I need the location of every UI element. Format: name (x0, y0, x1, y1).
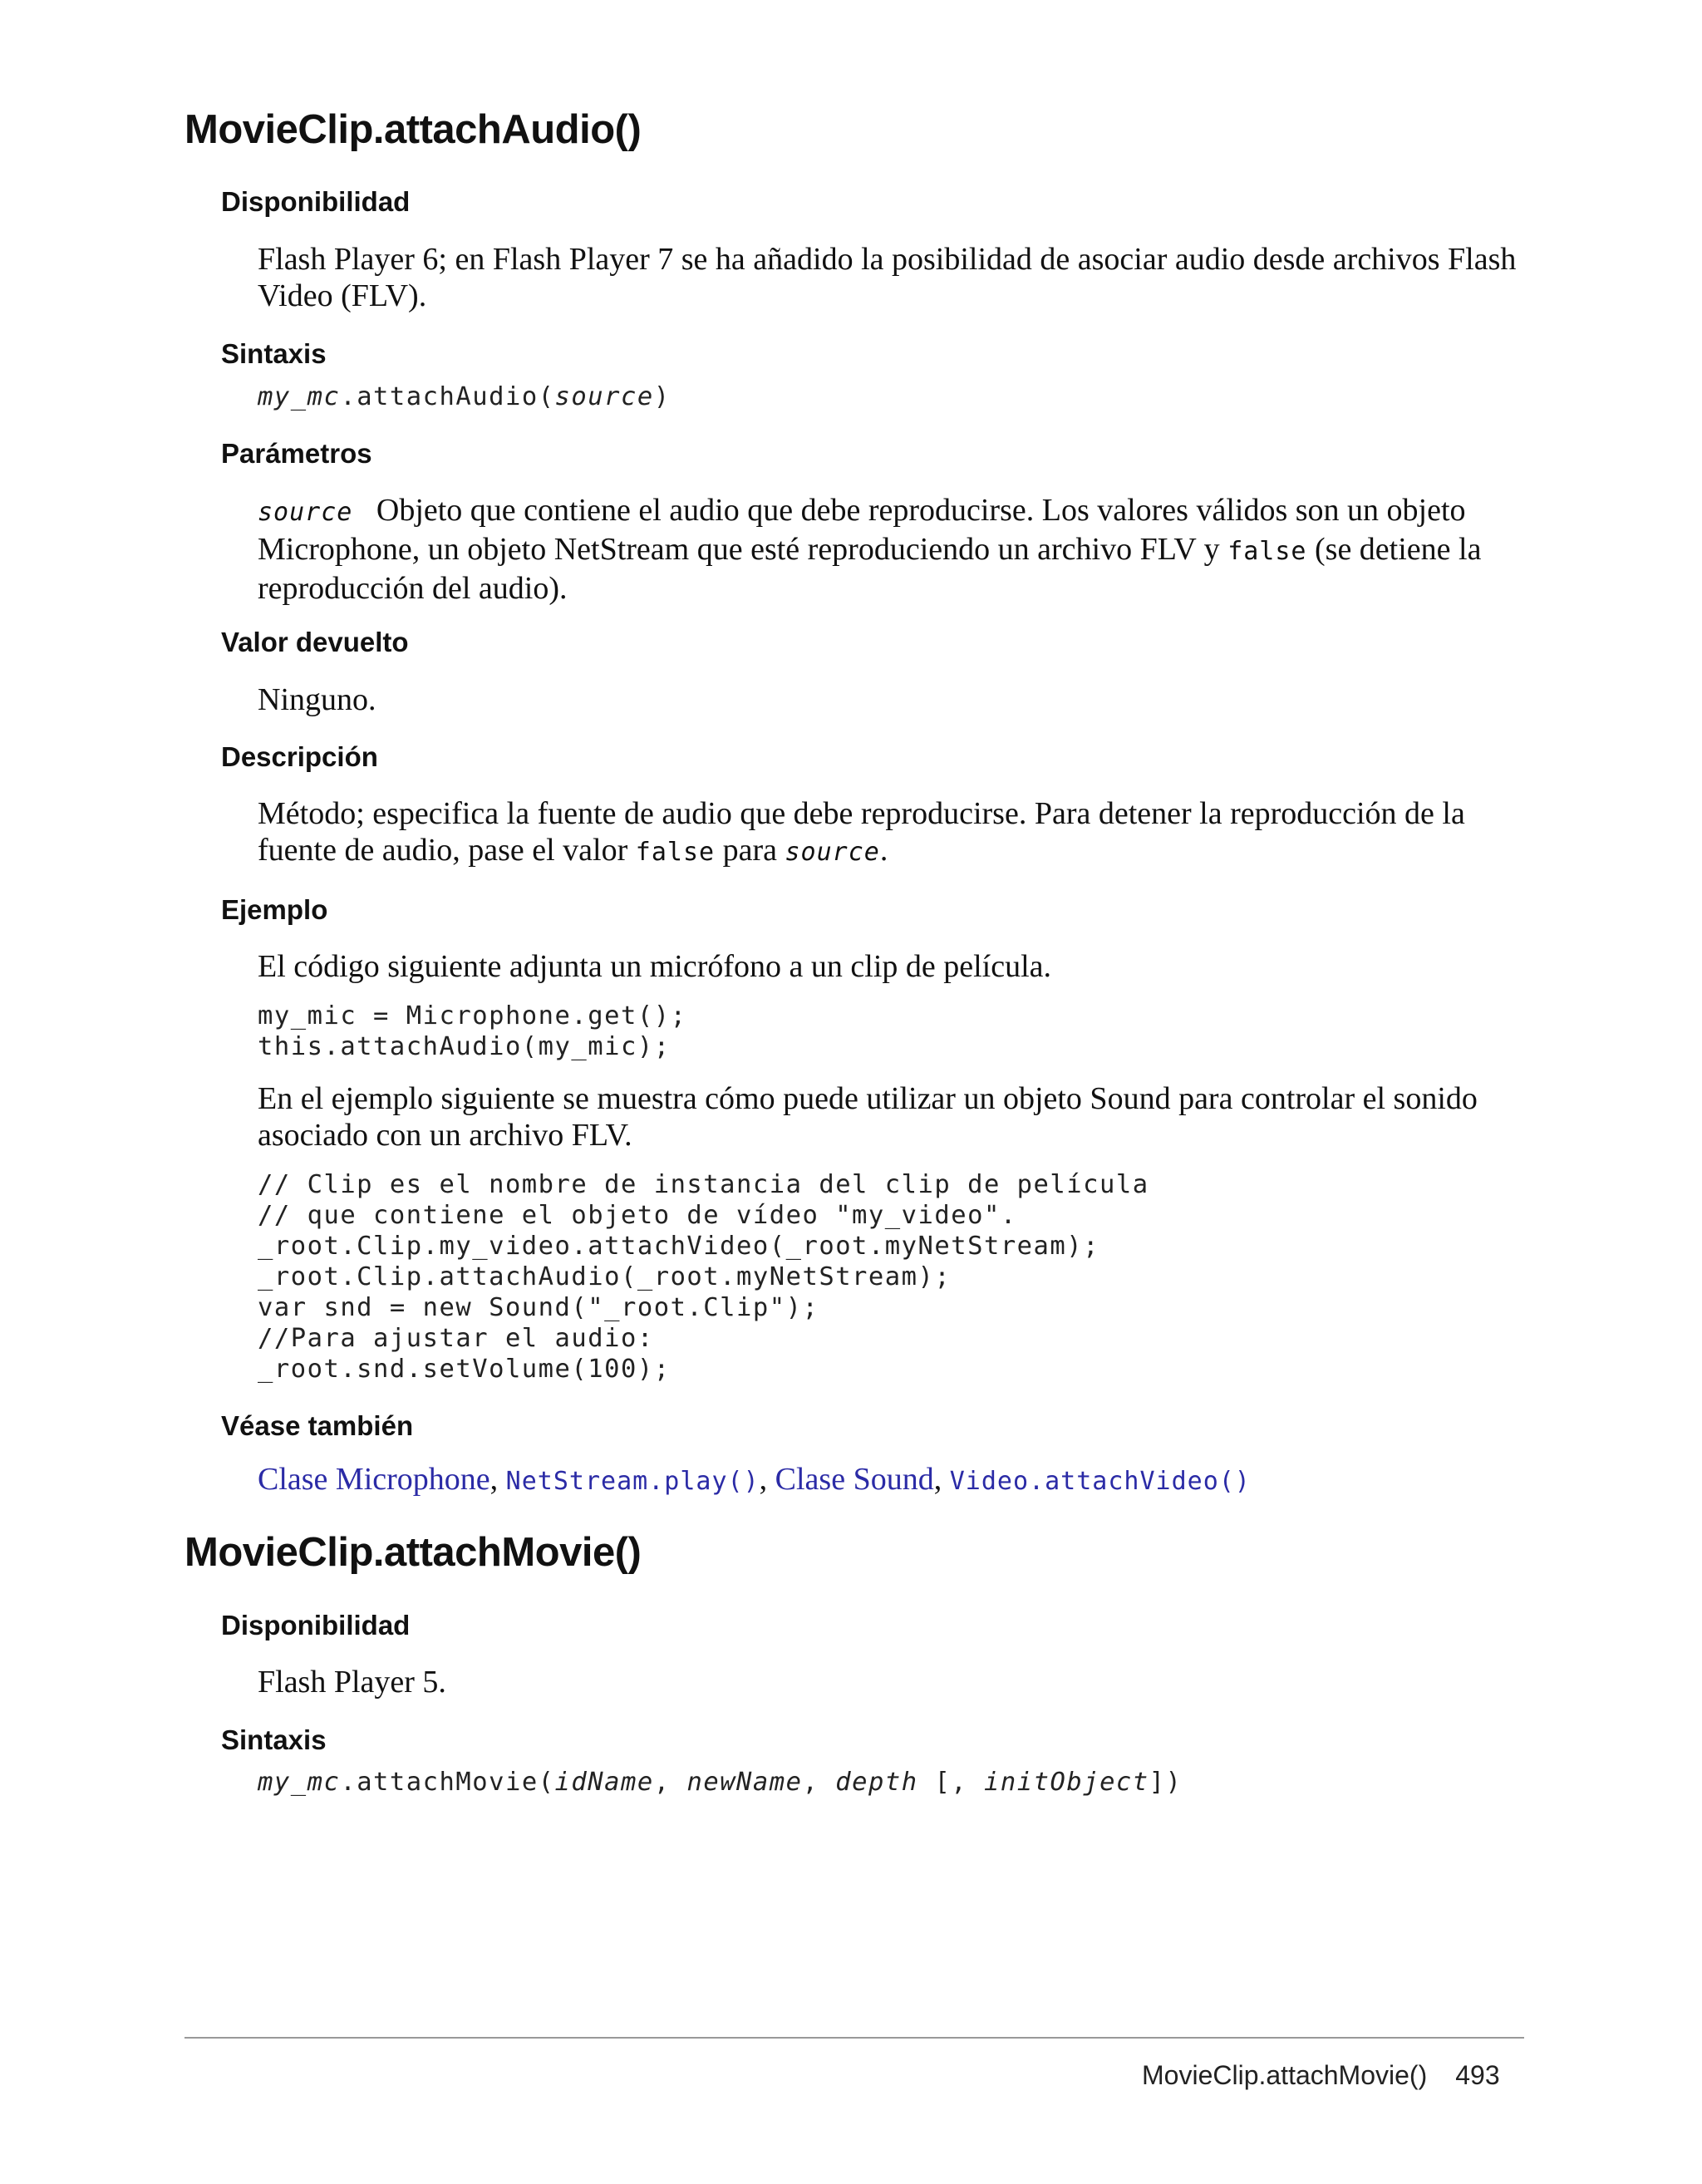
code-line: my_mic = Microphone.get(); (258, 1001, 687, 1031)
code-line: // Clip es el nombre de instancia del clip de película (258, 1170, 1149, 1199)
syntax-method: .attachMovie( (340, 1768, 555, 1797)
link-video-attachvideo[interactable]: Video.attachVideo() (949, 1467, 1251, 1496)
availability-line-2: Video (FLV). (258, 278, 427, 313)
syntax-sep: , (653, 1768, 687, 1797)
page-number: 493 (1455, 2060, 1500, 2090)
see-also-separator: , (489, 1462, 506, 1497)
heading-return-value: Valor devuelto (221, 627, 409, 657)
see-also-separator: , (933, 1462, 950, 1497)
heading-availability-2: Disponibilidad (221, 1610, 411, 1640)
param-false-code: false (1227, 537, 1307, 566)
heading-syntax: Sintaxis (221, 338, 327, 369)
description-line-2a: fuente de audio, pase el valor (258, 833, 636, 868)
syntax-line (258, 381, 671, 412)
param-line-1: Objeto que contiene el audio que debe reproducirse. Los valores válidos son un objeto (376, 493, 1466, 528)
code-line: _root.Clip.attachAudio(_root.myNetStream); (258, 1262, 952, 1291)
example-intro-2 (258, 1080, 1529, 1153)
example-intro-2-line-1: En el ejemplo siguiente se muestra cómo puede utilizar un objeto Sound para controlar el sonido (258, 1081, 1478, 1116)
code-line: // que contiene el objeto de vídeo "my_video". (258, 1201, 1017, 1230)
syntax-param-idname: idName (554, 1768, 654, 1797)
description-line-1: Método; especifica la fuente de audio que debe reproducirse. Para detener la reproducción de la (258, 796, 1465, 831)
heading-parameters: Parámetros (221, 438, 372, 469)
example-intro-2-line-2: asociado con un archivo FLV. (258, 1118, 632, 1153)
param-line-2a: Microphone, un objeto NetStream que esté reproduciendo un archivo FLV y (258, 532, 1228, 567)
link-sound-class[interactable]: Clase Sound (775, 1462, 934, 1497)
heading-example: Ejemplo (221, 894, 328, 925)
syntax-param-newname: newName (686, 1768, 803, 1797)
syntax-close: ) (653, 382, 671, 411)
description-source-code: source (785, 838, 880, 867)
description-line-2c: . (879, 833, 888, 868)
footer-title: MovieClip.attachMovie() (1142, 2060, 1428, 2090)
example-code-block-1 (258, 1001, 686, 1062)
syntax-optional-open: [, (917, 1768, 985, 1797)
syntax-close: ]) (1149, 1768, 1183, 1797)
availability-text-2: Flash Player 5. (258, 1665, 446, 1699)
description-false-code: false (635, 838, 716, 867)
param-line-2b: (se detiene la (1306, 532, 1482, 567)
availability-line-1: Flash Player 6; en Flash Player 7 se ha añadido la posibilidad de asociar audio desde archivos Flash (258, 242, 1517, 277)
description-line-2b: para (715, 833, 785, 868)
section-title-attachaudio: MovieClip.attachAudio() (184, 107, 642, 152)
example-code-block-2 (258, 1169, 1149, 1385)
see-also-links (258, 1461, 1529, 1500)
heading-syntax-2: Sintaxis (221, 1724, 327, 1755)
code-line: //Para ajustar el audio: (258, 1324, 654, 1353)
link-netstream-play[interactable]: NetStream.play() (505, 1467, 760, 1496)
code-line: _root.snd.setVolume(100); (258, 1355, 671, 1384)
description-text (258, 795, 1529, 871)
param-name: source (258, 498, 353, 527)
heading-see-also: Véase también (221, 1410, 414, 1441)
heading-description: Descripción (221, 741, 378, 772)
syntax-line-2 (258, 1767, 1182, 1798)
link-microphone-class[interactable]: Clase Microphone (258, 1462, 490, 1497)
code-line: var snd = new Sound("_root.Clip"); (258, 1293, 819, 1322)
syntax-param-initobject: initObject (984, 1768, 1149, 1797)
syntax-object: my_mc (258, 382, 341, 411)
syntax-method: .attachAudio( (340, 382, 555, 411)
heading-availability: Disponibilidad (221, 186, 411, 217)
param-line-3: reproducción del audio). (258, 571, 568, 606)
syntax-object: my_mc (258, 1768, 341, 1797)
section-title-attachmovie: MovieClip.attachMovie() (184, 1530, 642, 1575)
availability-text (258, 241, 1529, 314)
syntax-param-depth: depth (835, 1768, 918, 1797)
page-footer (1142, 2060, 1500, 2091)
syntax-sep: , (802, 1768, 836, 1797)
example-intro: El código siguiente adjunta un micrófono a un clip de película. (258, 949, 1052, 984)
syntax-param: source (554, 382, 654, 411)
return-value-text: Ninguno. (258, 682, 376, 717)
parameters-text (258, 492, 1529, 607)
footer-divider (184, 2037, 1524, 2039)
code-line: this.attachAudio(my_mic); (258, 1032, 671, 1061)
code-line: _root.Clip.my_video.attachVideo(_root.myNetStream); (258, 1232, 1099, 1261)
see-also-separator: , (759, 1462, 775, 1497)
